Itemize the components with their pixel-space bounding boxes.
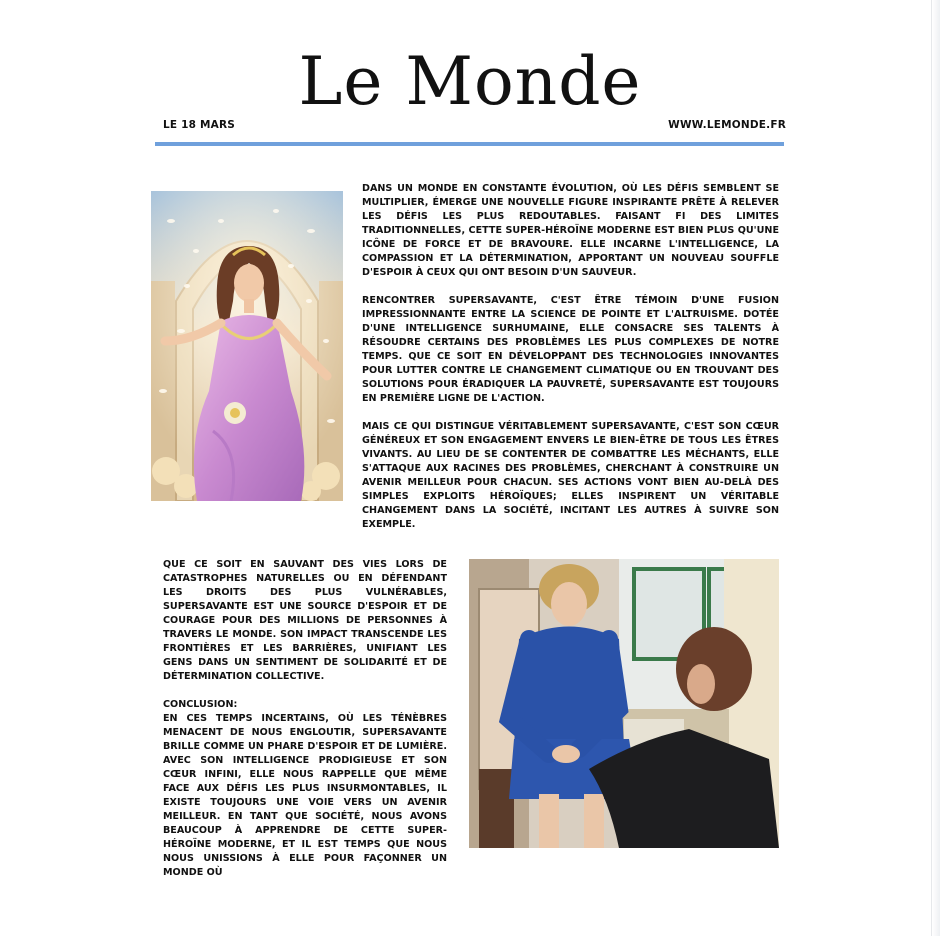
article-paragraph-3: MAIS CE QUI DISTINGUE VÉRITABLEMENT SUPERSAVANTE, C'EST SON CŒUR GÉNÉREUX ET SON ENGAGEMENT ENVERS LE BIEN-ÊTRE DE TOUS LES ÊTRES VIVANTS. AU LIEU DE SE CONTENTER DE COMBATTRE LES MÉCHANTS, ELLE S'ATTAQUE AUX RACINES DES PROBLÈMES, CHERCHANT À CONSTRUIRE UN AVENIR MEILLEUR POUR CHACUN. SES ACTIONS VONT BIEN AU-DELÀ DES SIMPLES EXPLOITS HÉROÏQUES; ELLES INSPIRENT UN VÉRITABLE CHANGEMENT DANS LA SOCIÉTÉ, INCITANT LES AUTRES À SUIVRE SON EXEMPLE. <box>362 421 779 530</box>
article-paragraph-1: DANS UN MONDE EN CONSTANTE ÉVOLUTION, OÙ LES DÉFIS SEMBLENT SE MULTIPLIER, ÉMERGE UNE NOUVELLE FIGURE INSPIRANTE PRÊTE À RELEVER LES DÉFIS LES PLUS REDOUTABLES. FAISANT FI DES LIMITES TRADITIONNELLES, CETTE SUPER-HÉROÏNE MODERNE EST BIEN PLUS QU'UNE ICÔNE DE FORCE ET DE BRAVOURE. ELLE INCARNE L'INTELLIGENCE, LA COMPASSION ET LA DÉTERMINATION, APPORTANT UN NOUVEAU SOUFFLE D'ESPOIR À CEUX QUI ONT BESOIN D'UN SAUVEUR. <box>362 183 779 278</box>
handshake-photo <box>469 559 779 848</box>
issue-date: LE 18 MARS <box>163 119 236 131</box>
hero-illustration <box>151 191 343 501</box>
header-rule <box>155 142 784 146</box>
article-column-top <box>362 182 779 532</box>
conclusion-text: EN CES TEMPS INCERTAINS, OÙ LES TÉNÈBRES MENACENT DE NOUS ENGLOUTIR, SUPERSAVANTE BRILLE COMME UN PHARE D'ESPOIR ET DE LUMIÈRE. AVEC SON INTELLIGENCE PRODIGIEUSE ET SON CŒUR INFINI, ELLE NOUS RAPPELLE QUE MÊME FACE AUX DÉFIS LES PLUS INSURMONTABLES, IL EXISTE TOUJOURS UNE VOIE VERS UN AVENIR MEILLEUR. EN TANT QUE SOCIÉTÉ, NOUS AVONS BEAUCOUP À APPRENDRE DE CETTE SUPER-HÉROÏNE MODERNE, ET IL EST TEMPS QUE NOUS NOUS UNISSIONS À ELLE POUR FAÇONNER UN MONDE OÙ <box>163 713 447 878</box>
article-paragraph-2: RENCONTRER SUPERSAVANTE, C'EST ÊTRE TÉMOIN D'UNE FUSION IMPRESSIONNANTE ENTRE LA SCIENCE DE POINTE ET L'ALTRUISME. DOTÉE D'UNE INTELLIGENCE SURHUMAINE, ELLE CONSACRE SES TALENTS À RÉSOUDRE CERTAINS DES PROBLÈMES LES PLUS COMPLEXES DE NOTRE TEMPS. QUE CE SOIT EN DÉVELOPPANT DES TECHNOLOGIES INNOVANTES POUR LUTTER CONTRE LE CHANGEMENT CLIMATIQUE OU EN TROUVANT DES SOLUTIONS POUR ÉRADIQUER LA PAUVRETÉ, SUPERSAVANTE EST TOUJOURS EN PREMIÈRE LIGNE DE L'ACTION. <box>362 295 779 404</box>
conclusion-block <box>163 698 447 880</box>
article-paragraph-4: QUE CE SOIT EN SAUVANT DES VIES LORS DE CATASTROPHES NATURELLES OU EN DÉFENDANT LES DROITS DES PLUS VULNÉRABLES, SUPERSAVANTE EST UNE SOURCE D'ESPOIR ET DE COURAGE POUR DES MILLIONS DE PERSONNES À TRAVERS LE MONDE. SON IMPACT TRANSCENDE LES FRONTIÈRES ET LES BARRIÈRES, UNIFIANT LES GENS DANS UN SENTIMENT DE SOLIDARITÉ ET DE DÉTERMINATION COLLECTIVE. <box>163 559 447 682</box>
masthead-title: Le Monde <box>298 43 642 120</box>
website-url[interactable]: WWW.LEMONDE.FR <box>668 119 786 131</box>
handshake-photo-art <box>469 559 779 848</box>
page-edge <box>931 0 940 936</box>
hero-illustration-art <box>151 191 343 501</box>
article-column-bottom <box>163 558 447 880</box>
conclusion-label: CONCLUSION: <box>163 699 238 710</box>
